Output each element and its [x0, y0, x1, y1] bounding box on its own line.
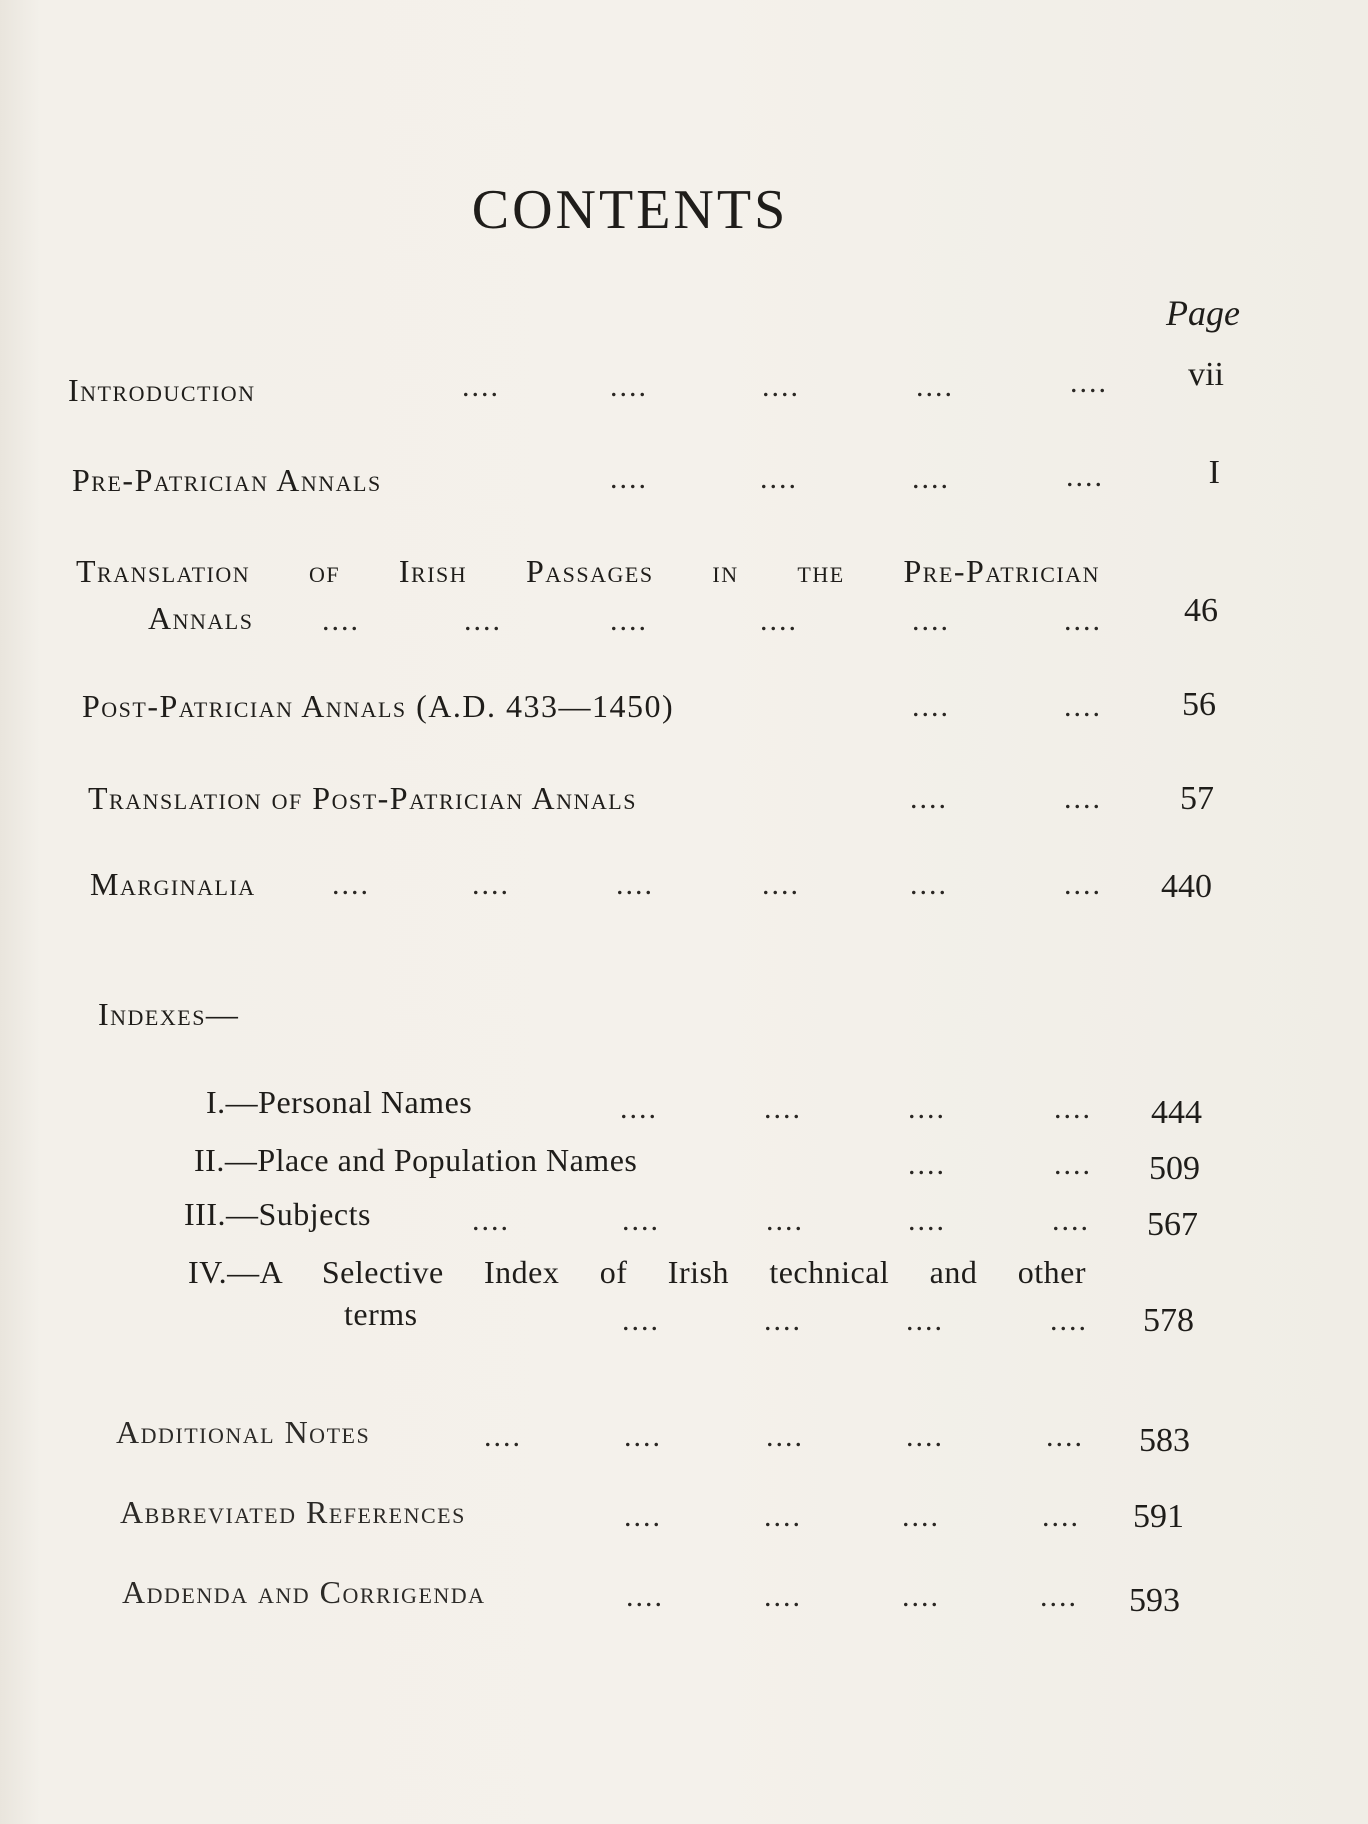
toc-entry-label: I.—Personal Names: [206, 1084, 473, 1120]
leader-dots: ....: [912, 462, 950, 495]
toc-page-number: 591: [1133, 1498, 1184, 1535]
toc-entry-label: II.—Place and Population Names: [194, 1142, 638, 1178]
leader-dots: ....: [908, 1204, 946, 1237]
leader-dots: ....: [1050, 1304, 1088, 1337]
leader-dots: ....: [624, 1500, 662, 1533]
leader-dots: ....: [1046, 1420, 1084, 1453]
leader-dots: ....: [762, 868, 800, 901]
leader-dots: ....: [902, 1580, 940, 1613]
toc-entry-index-place-names[interactable]: [194, 1142, 637, 1179]
toc-page-number: 444: [1151, 1094, 1202, 1131]
leader-dots: ....: [1040, 1580, 1078, 1613]
leader-dots: ....: [1064, 604, 1102, 637]
leader-dots: ....: [762, 370, 800, 403]
leader-dots: ....: [760, 462, 798, 495]
leader-dots: ....: [620, 1092, 658, 1125]
toc-entry-label-line1: IV.—A Selective Index of Irish technical and other: [188, 1254, 1086, 1290]
toc-entry-label: Pre-Patrician Annals: [72, 462, 382, 498]
leader-dots: ....: [1070, 366, 1108, 399]
toc-entry-marginalia[interactable]: [90, 866, 256, 903]
leader-dots: ....: [764, 1500, 802, 1533]
toc-page-number: 583: [1139, 1422, 1190, 1459]
toc-page-number: 509: [1149, 1150, 1200, 1187]
toc-entry-label-line1: Translation of Irish Passages in the Pre-Patrician: [76, 553, 1100, 589]
leader-dots: ....: [906, 1304, 944, 1337]
toc-entry-index-subjects[interactable]: [184, 1196, 371, 1233]
leader-dots: ....: [610, 462, 648, 495]
leader-dots: ....: [622, 1304, 660, 1337]
toc-page-number: 57: [1180, 780, 1214, 817]
toc-entry-translation-irish-passages[interactable]: [76, 553, 1100, 590]
toc-entry-translation-irish-passages-cont[interactable]: [148, 600, 253, 637]
leader-dots: ....: [626, 1580, 664, 1613]
toc-entry-label: Marginalia: [90, 866, 256, 902]
toc-entry-label: Abbreviated References: [120, 1494, 466, 1530]
toc-entry-translation-post-patrician[interactable]: [88, 780, 637, 817]
toc-page-number: 46: [1184, 592, 1218, 629]
toc-page-number: I: [1208, 454, 1220, 491]
leader-dots: ....: [322, 604, 360, 637]
toc-page-number: 593: [1129, 1582, 1180, 1619]
leader-dots: ....: [472, 1204, 510, 1237]
leader-dots: ....: [764, 1092, 802, 1125]
leader-dots: ....: [910, 868, 948, 901]
leader-dots: ....: [908, 1148, 946, 1181]
toc-entry-label-line2: terms: [344, 1296, 418, 1332]
toc-entry-label: Post-Patrician Annals (A.D. 433—1450): [82, 688, 675, 724]
toc-entry-post-patrician-annals[interactable]: [82, 688, 674, 725]
leader-dots: ....: [624, 1420, 662, 1453]
leader-dots: ....: [616, 868, 654, 901]
toc-page-number: 56: [1182, 686, 1216, 723]
leader-dots: ....: [610, 604, 648, 637]
toc-entry-label: Translation of Post-Patrician Annals: [88, 780, 637, 816]
leader-dots: ....: [766, 1204, 804, 1237]
page-column-header: Page: [1166, 293, 1240, 333]
leader-dots: ....: [610, 370, 648, 403]
leader-dots: ....: [906, 1420, 944, 1453]
toc-entry-pre-patrician-annals[interactable]: [72, 462, 382, 499]
leader-dots: ....: [912, 690, 950, 723]
leader-dots: ....: [764, 1580, 802, 1613]
toc-page-number: 578: [1143, 1302, 1194, 1339]
leader-dots: ....: [766, 1420, 804, 1453]
toc-page-number: vii: [1188, 356, 1224, 393]
leader-dots: ....: [764, 1304, 802, 1337]
leader-dots: ....: [760, 604, 798, 637]
leader-dots: ....: [1064, 690, 1102, 723]
toc-entry-label: Addenda and Corrigenda: [122, 1574, 486, 1610]
toc-entry-abbreviated-references[interactable]: [120, 1494, 466, 1531]
toc-entry-label: Introduction: [68, 372, 256, 408]
leader-dots: ....: [908, 1092, 946, 1125]
toc-entry-label-line2: Annals: [148, 600, 254, 636]
leader-dots: ....: [464, 604, 502, 637]
leader-dots: ....: [910, 782, 948, 815]
leader-dots: ....: [622, 1204, 660, 1237]
leader-dots: ....: [902, 1500, 940, 1533]
leader-dots: ....: [1064, 782, 1102, 815]
toc-entry-index-selective[interactable]: [188, 1254, 1086, 1291]
toc-entry-introduction[interactable]: [68, 372, 256, 409]
toc-entry-label: III.—Subjects: [184, 1196, 371, 1232]
leader-dots: ....: [332, 868, 370, 901]
leader-dots: ....: [472, 868, 510, 901]
toc-page-number: 440: [1161, 868, 1212, 905]
toc-entry-label: Additional Notes: [116, 1414, 371, 1450]
leader-dots: ....: [462, 370, 500, 403]
toc-entry-index-personal-names[interactable]: [206, 1084, 472, 1121]
leader-dots: ....: [912, 604, 950, 637]
leader-dots: ....: [1052, 1204, 1090, 1237]
leader-dots: ....: [1054, 1148, 1092, 1181]
toc-page-number: 567: [1147, 1206, 1198, 1243]
page-title: CONTENTS: [471, 179, 789, 241]
toc-entry-addenda-corrigenda[interactable]: [122, 1574, 486, 1611]
toc-entry-additional-notes[interactable]: [116, 1414, 370, 1451]
leader-dots: ....: [1064, 868, 1102, 901]
leader-dots: ....: [1066, 460, 1104, 493]
leader-dots: ....: [1042, 1500, 1080, 1533]
indexes-heading: Indexes—: [98, 996, 240, 1032]
leader-dots: ....: [1054, 1092, 1092, 1125]
leader-dots: ....: [484, 1420, 522, 1453]
toc-entry-index-selective-cont[interactable]: [344, 1296, 418, 1333]
leader-dots: ....: [916, 370, 954, 403]
